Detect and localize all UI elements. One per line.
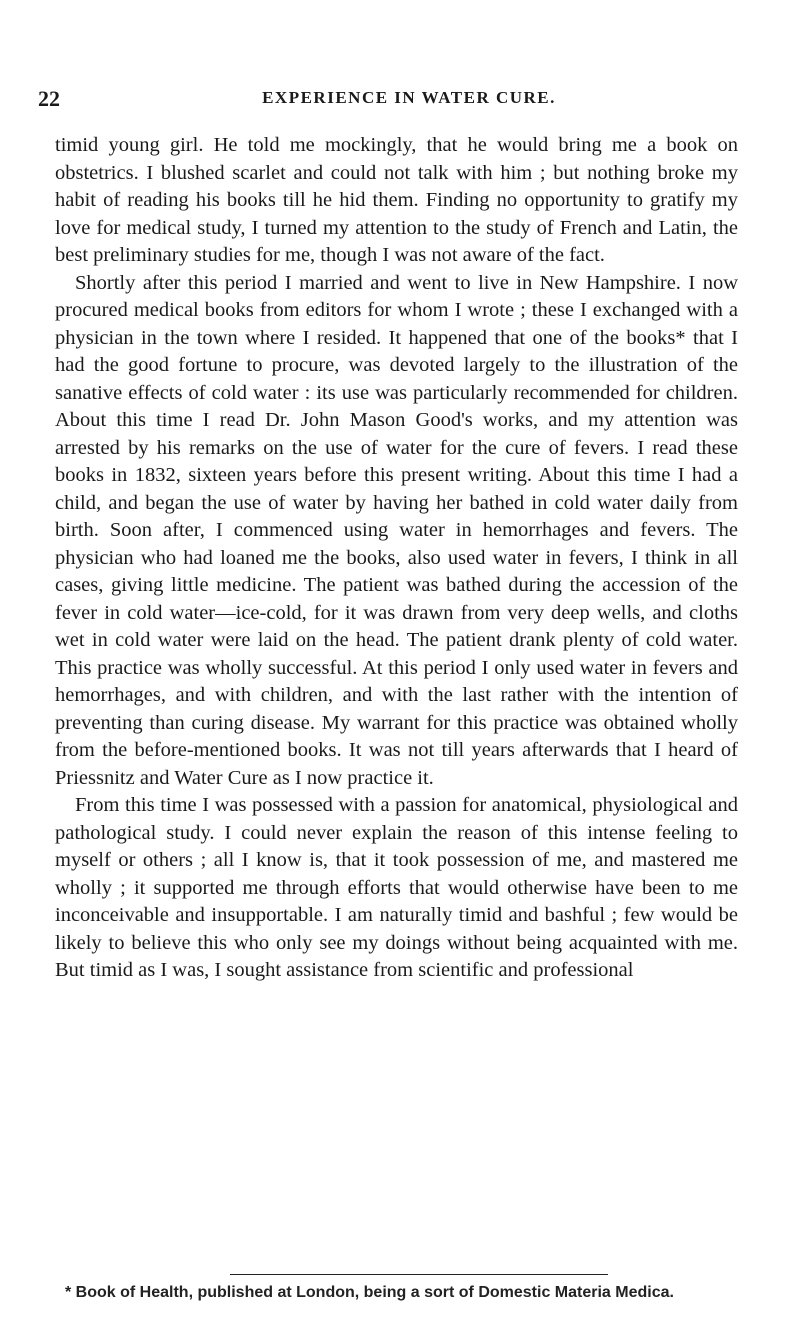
footnote: * Book of Health, published at London, being a sort of Domestic Materia Medica. [65, 1284, 674, 1301]
page-number: 22 [38, 86, 60, 111]
page-header [38, 86, 730, 116]
paragraph-2: Shortly after this period I married and went to live in New Hampshire. I now procured medical books from editors for whom I wrote ; these I exchanged with a physician in the town where I resided. It happened that one of the books* that I had the good fortune to procure, was devoted largely to the illustration of the sanative effects of cold water : its use was particularly recommended for children. About this time I read Dr. John Mason Good's works, and my attention was arrested by his remarks on the use of water for the cure of fevers. I read these books in 1832, sixteen years before this present writing. About this time I had a child, and began the use of water by having her bathed in cold water daily from birth. Soon after, I commenced using water in hemorrhages and fevers. The physician who had loaned me the books, also used water in fevers, I think in all cases, giving little medicine. The patient was bathed during the accession of the fever in cold water—ice-cold, for it was drawn from very deep wells, and cloths wet in cold water were laid on the head. The patient drank plenty of cold water. This practice was wholly successful. At this period I only used water in fevers and hemorrhages, and with children, and with the last rather with the intention of preventing than curing disease. My warrant for this practice was obtained wholly from the before-mentioned books. It was not till years afterwards that I heard of Priessnitz and Water Cure as I now practice it. [55, 271, 738, 789]
paragraph-1: timid young girl. He told me mockingly, that he would bring me a book on obstetrics. I blushed scarlet and could not talk with him ; but nothing broke my habit of reading his books till he hid them. Finding no opportunity to gratify my love for medical study, I turned my attention to the study of French and Latin, the best preliminary studies for me, though I was not aware of the fact. [55, 134, 738, 266]
body-text [55, 132, 738, 985]
paragraph-3: From this time I was possessed with a passion for anatomical, physiological and pathological study. I could never explain the reason of this intense feeling to myself or others ; all I know is, that it took possession of me, and mastered me wholly ; it supported me through efforts that would otherwise have been to me inconceivable and insupportable. I am naturally timid and bashful ; few would be likely to believe this who only see my doings without being acquainted with me. But timid as I was, I sought assistance from scientific and professional [55, 794, 738, 981]
footnote-divider [230, 1274, 608, 1275]
running-head: EXPERIENCE IN WATER CURE. [262, 88, 556, 107]
